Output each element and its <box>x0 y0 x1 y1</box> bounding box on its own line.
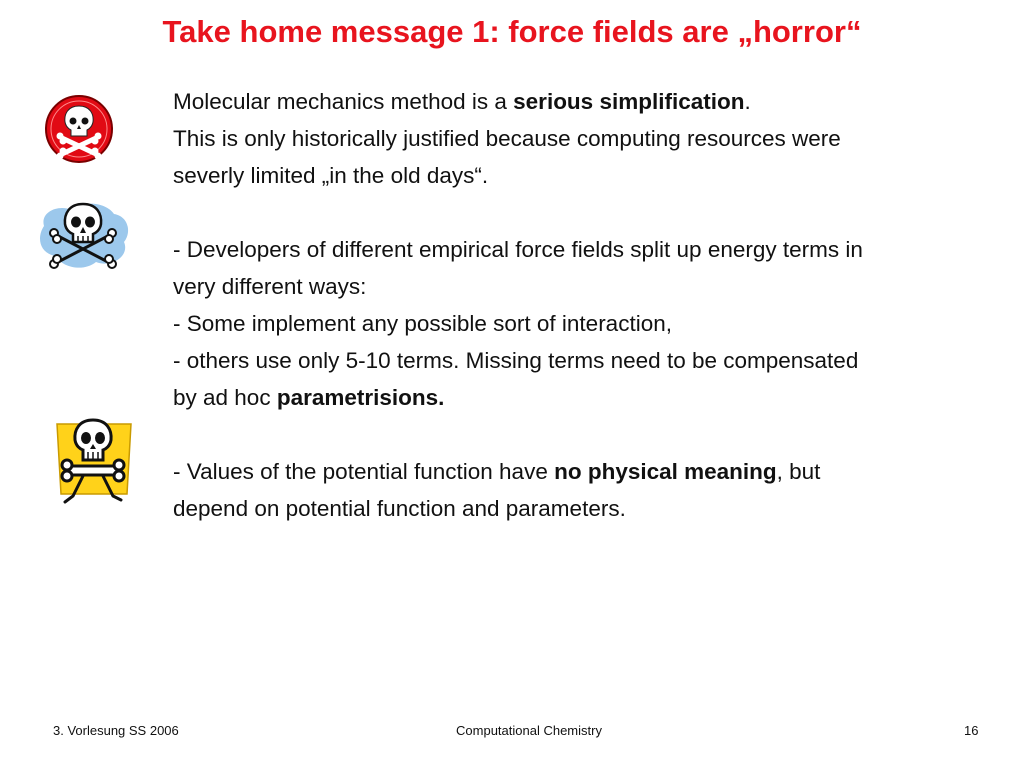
text-line: Molecular mechanics method is a serious simplification. <box>173 89 751 114</box>
text-line: very different ways: <box>173 274 367 299</box>
text-line: depend on potential function and parameters. <box>173 496 626 521</box>
footer-course: Computational Chemistry <box>456 723 602 738</box>
skull-red-circle-icon <box>44 94 114 169</box>
skull-yellow-sign-icon <box>55 418 133 511</box>
text-line: severly limited „in the old days“. <box>173 163 489 188</box>
text-line: by ad hoc parametrisions. <box>173 385 445 410</box>
text-line: - others use only 5-10 terms. Missing terms need to be compensated <box>173 348 859 373</box>
slide-body <box>173 83 993 527</box>
text-line: This is only historically justified because computing resources were <box>173 126 841 151</box>
footer-lecture: 3. Vorlesung SS 2006 <box>53 723 179 738</box>
skull-blue-splash-icon <box>36 198 132 277</box>
page-number: 16 <box>964 723 979 738</box>
text-line: - Developers of different empirical force fields split up energy terms in <box>173 237 863 262</box>
slide-title: Take home message 1: force fields are „horror“ <box>162 14 862 49</box>
text-line: - Some implement any possible sort of interaction, <box>173 311 672 336</box>
text-line: - Values of the potential function have no physical meaning, but <box>173 459 821 484</box>
